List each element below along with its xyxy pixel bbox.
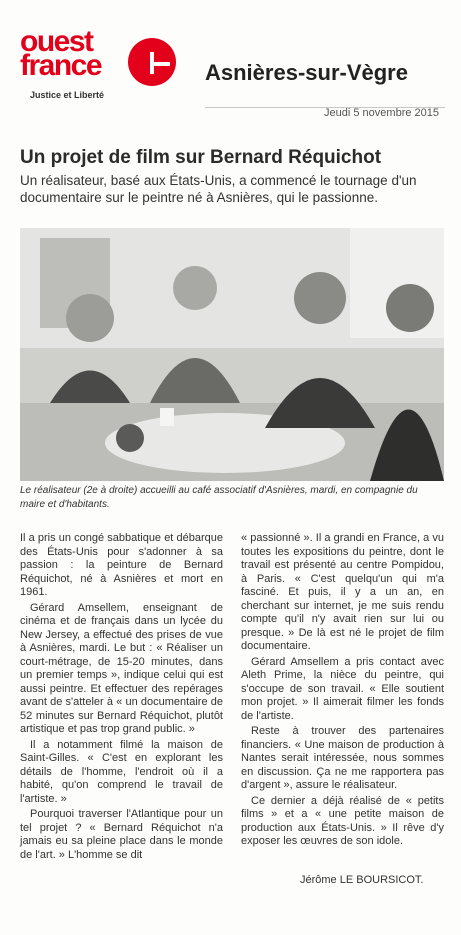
photo-caption: Le réalisateur (2e à droite) accueilli au café associatif d'Asnières, mardi, en compagnie du maire et d'habitants.: [20, 485, 418, 510]
logo-cross-icon: [128, 38, 176, 86]
article-photo: [20, 228, 444, 481]
paragraph: Il a pris un congé sabbatique et débarque des États-Unis pour s'adonner à sa passion : la peinture de Bernard Réquichot, né à Asnières et mort en 1961.: [20, 532, 223, 598]
paragraph: Reste à trouver des partenaires financiers. « Une maison de production à Nantes serait intéressée, nous sommes en discussion. Ça ne me rapportera pas d'argent », assure le réalisateur.: [241, 725, 444, 791]
article-standfirst: Un réalisateur, basé aux États-Unis, a commencé le tournage d'un documentaire sur le peintre né à Asnières, qui le passionne.: [20, 173, 417, 205]
logo-tagline: Justice et Liberté: [30, 90, 105, 100]
logo-line-1: ouest: [20, 25, 93, 58]
article-column-right: [241, 532, 444, 851]
logo-text: [20, 25, 102, 82]
paragraph: Il a notamment filmé la maison de Saint-Gilles. « C'est en explorant les détails de l'homme, l'endroit où il a habité, qu'on comprend le travail de l'artiste. »: [20, 738, 223, 805]
publication-date: Jeudi 5 novembre 2015: [324, 107, 439, 119]
paragraph: Pourquoi traverser l'Atlantique pour un tel projet ? « Bernard Réquichot n'a jamais eu sa pleine place dans le monde de l'art. » L'homme se dit: [20, 808, 223, 861]
place-name: Asnières-sur-Vègre: [205, 60, 408, 85]
photo-illustration: [20, 228, 444, 481]
article-column-left: [20, 532, 223, 864]
paragraph: Ce dernier a déjà réalisé de « petits films » et a « une petite maison de production aux États-Unis. » Il rêve d'y exposer les œuvres de son idole.: [241, 794, 444, 847]
paragraph: « passionné ». Il a grandi en France, a vu toutes les expositions du peintre, dont le travail est présenté au centre Pompidou, à Paris. « C'est quelqu'un qui m'a fasciné. Et puis, il y a un an, en cherchant sur internet, je me suis rendu compte qu'il n'y avait rien sur lui ou presque. » De là est né le projet de film documentaire.: [241, 532, 444, 652]
paragraph: Gérard Amsellem a pris contact avec Aleth Prime, la nièce du peintre, qui s'occupe de son travail. « Elle soutient mon projet. » Il aimerait filmer les fonds de l'artiste.: [241, 655, 444, 722]
logo-line-2: france: [20, 49, 102, 82]
article-headline: Un projet de film sur Bernard Réquichot: [20, 147, 382, 168]
author-signature: Jérôme LE BOURSICOT.: [300, 874, 424, 886]
paragraph: Gérard Amsellem, enseignant de cinéma et de français dans un lycée du New Jersey, a effectué des prises de vue à Asnières, mardi. Le but : « Réaliser un court-métrage, de 15-20 minutes, dans un premier temps », indique celui qui est aussi peintre. Et effectuer des repérages avant de s'atteler à « un documentaire de 52 minutes sur Bernard Réquichot, plutôt artistique et pas trop grand public. »: [20, 601, 223, 735]
